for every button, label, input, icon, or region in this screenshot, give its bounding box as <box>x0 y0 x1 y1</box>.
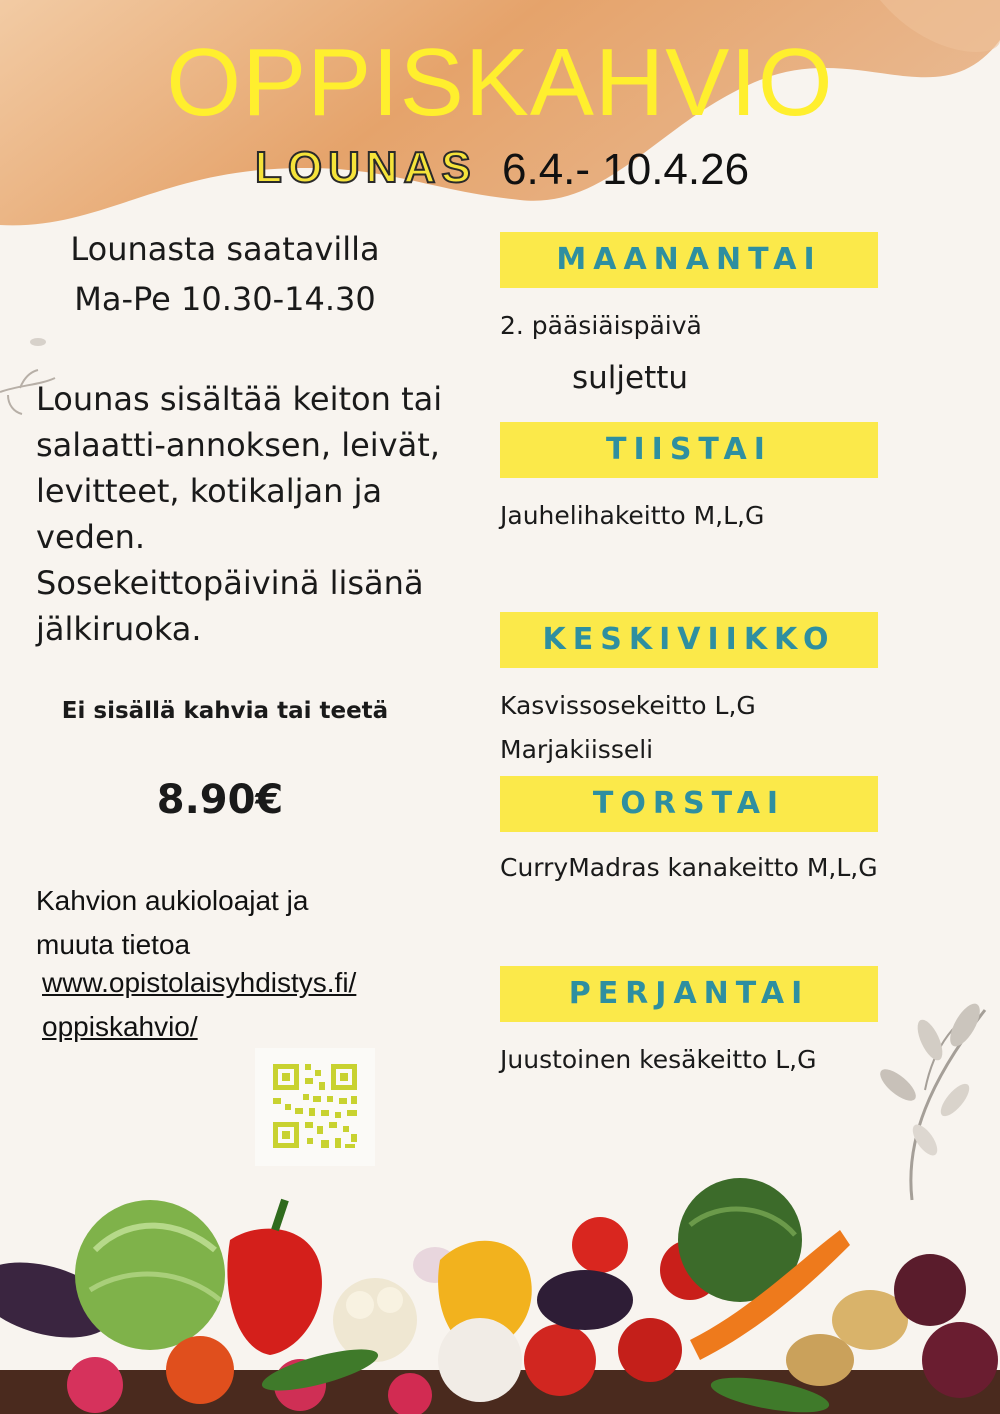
qr-code-icon[interactable] <box>255 1048 375 1166</box>
description-line: jälkiruoka. <box>36 610 202 648</box>
info-line-2: muuta tietoa <box>36 929 191 960</box>
day-name: TORSTAI <box>592 786 786 821</box>
monday-note: 2. pääsiäispäivä <box>500 311 702 340</box>
day-header-tuesday <box>500 422 878 478</box>
day-header-thursday <box>500 776 878 832</box>
website-link-path[interactable]: oppiskahvio/ <box>42 1011 198 1042</box>
day-name: KESKIVIIKKO <box>542 622 836 657</box>
availability-hours: Ma-Pe 10.30-14.30 <box>74 280 376 318</box>
day-header-wednesday <box>500 612 878 668</box>
description-line: salaatti-annoksen, leivät, <box>36 426 440 464</box>
description-line: veden. <box>36 518 146 556</box>
day-name: MAANANTAI <box>556 242 822 277</box>
lunch-description <box>36 376 456 652</box>
description-line: Lounas sisältää keiton tai <box>36 380 443 418</box>
day-header-friday <box>500 966 878 1022</box>
monday-status: suljettu <box>572 360 689 396</box>
info-line-1: Kahvion aukioloajat ja <box>36 885 309 916</box>
website-link[interactable]: www.opistolaisyhdistys.fi/ <box>42 967 357 998</box>
lunch-subtitle: LOUNAS <box>255 143 477 192</box>
description-line: Sosekeittopäivinä lisänä <box>36 564 424 602</box>
description-line: levitteet, kotikaljan ja <box>36 472 383 510</box>
thursday-dish: CurryMadras kanakeitto M,L,G <box>500 853 878 882</box>
friday-dish: Juustoinen kesäkeitto L,G <box>500 1045 817 1074</box>
price: 8.90€ <box>156 777 284 823</box>
tuesday-dish: Jauhelihakeitto M,L,G <box>500 501 765 530</box>
wednesday-dessert: Marjakiisseli <box>500 735 654 764</box>
day-name: TIISTAI <box>606 432 772 467</box>
availability-line-1: Lounasta saatavilla <box>70 230 380 268</box>
page-title: OPPISKAHVIO <box>166 29 834 136</box>
no-coffee-note: Ei sisällä kahvia tai teetä <box>61 698 389 724</box>
day-name: PERJANTAI <box>568 976 810 1011</box>
day-header-monday <box>500 232 878 288</box>
date-range: 6.4.- 10.4.26 <box>502 145 750 194</box>
wednesday-dish: Kasvissosekeitto L,G <box>500 691 756 720</box>
